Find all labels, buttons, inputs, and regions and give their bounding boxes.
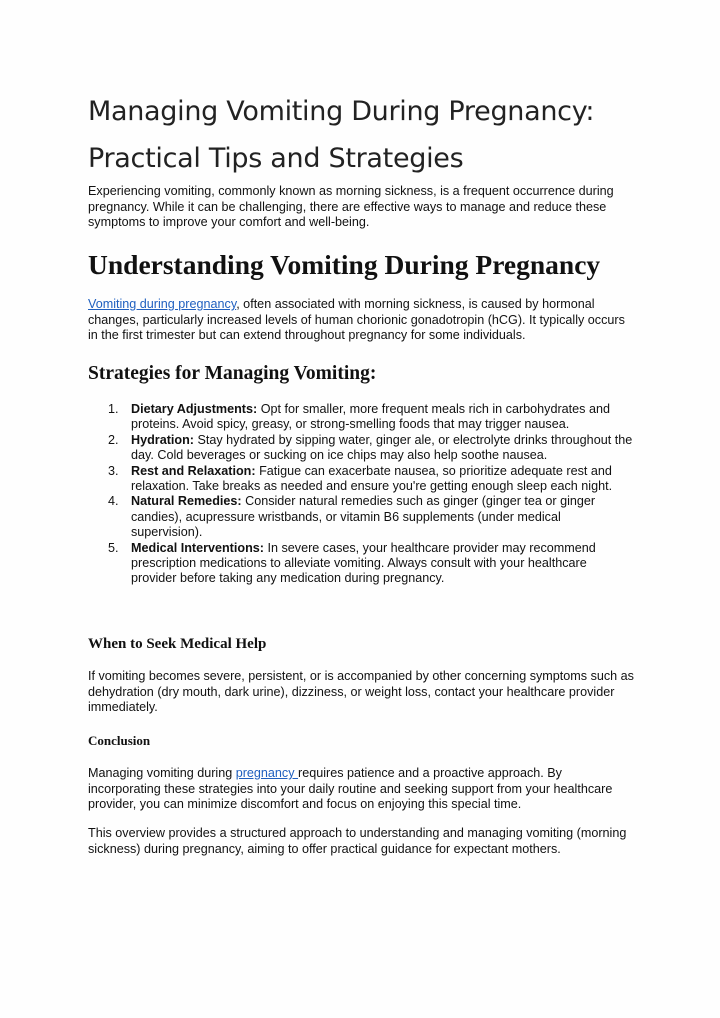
list-item-text: Consider natural remedies such as ginger (ginger tea or ginger candies), acupressure wristbands, or vitamin B6 supplements (under medical supervision).	[131, 494, 596, 540]
list-item-label: Medical Interventions:	[131, 540, 264, 555]
list-item	[104, 433, 634, 464]
list-item-text: Opt for smaller, more frequent meals rich in carbohydrates and proteins. Avoid spicy, greasy, or strong-smelling foods that may trigger nausea.	[131, 402, 610, 432]
list-item-label: Hydration:	[131, 432, 194, 447]
list-item-label: Rest and Relaxation:	[131, 463, 256, 478]
list-item-label: Natural Remedies:	[131, 494, 242, 509]
closing-paragraph: This overview provides a structured approach to understanding and managing vomiting (morning sickness) during pregnancy, aiming to offer practical guidance for expectant mothers.	[88, 826, 627, 856]
page-title: Managing Vomiting During Pregnancy: Practical Tips and Strategies	[88, 96, 595, 174]
list-item	[104, 402, 634, 433]
conclusion-heading: Conclusion	[88, 733, 151, 748]
list-item-text: Fatigue can exacerbate nausea, so prioritize adequate rest and relaxation. Take breaks as needed and ensure you're getting enough sleep each night.	[131, 463, 613, 494]
conclusion-paragraph	[88, 766, 636, 813]
list-item-text: In severe cases, your healthcare provider may recommend prescription medications to alleviate vomiting. Always consult with your healthcare provider before taking any medication during pregnancy.	[131, 540, 596, 586]
vomiting-during-pregnancy-link[interactable]: Vomiting during pregnancy	[88, 297, 237, 311]
intro-paragraph: Experiencing vomiting, commonly known as morning sickness, is a frequent occurrence during pregnancy. While it can be challenging, there are effective ways to manage and reduce these symptoms to improve your comfort and well-being.	[88, 184, 614, 230]
medical-help-paragraph: If vomiting becomes severe, persistent, or is accompanied by other concerning symptoms such as dehydration (dry mouth, dark urine), dizziness, or weight loss, contact your healthcare provider immediately.	[88, 669, 634, 715]
list-item-number: 5.	[108, 540, 119, 555]
list-item-number: 4.	[108, 494, 119, 509]
list-item-number: 1.	[108, 402, 119, 416]
conclusion-body-start: Managing vomiting during	[88, 766, 236, 780]
conclusion-body-end: requires patience and a proactive approach. By incorporating these strategies into your daily routine and seeking support from your healthcare provider, you can minimize discomfort and focus on enjoying this special time.	[88, 766, 613, 812]
list-item-number: 2.	[108, 432, 119, 447]
pregnancy-link[interactable]: pregnancy	[235, 766, 299, 780]
strategies-list	[104, 402, 634, 587]
medical-help-heading: When to Seek Medical Help	[88, 636, 267, 652]
understanding-body-text: , often associated with morning sickness, is caused by hormonal changes, particularly increased levels of human chorionic gonadotropin (hCG). It typically occurs in the first trimester but can extend throughout pregnancy for some individuals.	[88, 297, 625, 343]
list-item-label: Dietary Adjustments:	[131, 402, 258, 416]
understanding-paragraph	[88, 297, 636, 344]
list-item-number: 3.	[108, 463, 119, 478]
list-item	[104, 541, 634, 587]
strategies-heading: Strategies for Managing Vomiting:	[88, 363, 377, 384]
list-item	[104, 464, 634, 495]
list-item-text: Stay hydrated by sipping water, ginger ale, or electrolyte drinks throughout the day. Cold beverages or sucking on ice chips may also help soothe nausea.	[131, 432, 633, 463]
understanding-heading: Understanding Vomiting During Pregnancy	[88, 249, 601, 280]
list-item	[104, 494, 634, 540]
